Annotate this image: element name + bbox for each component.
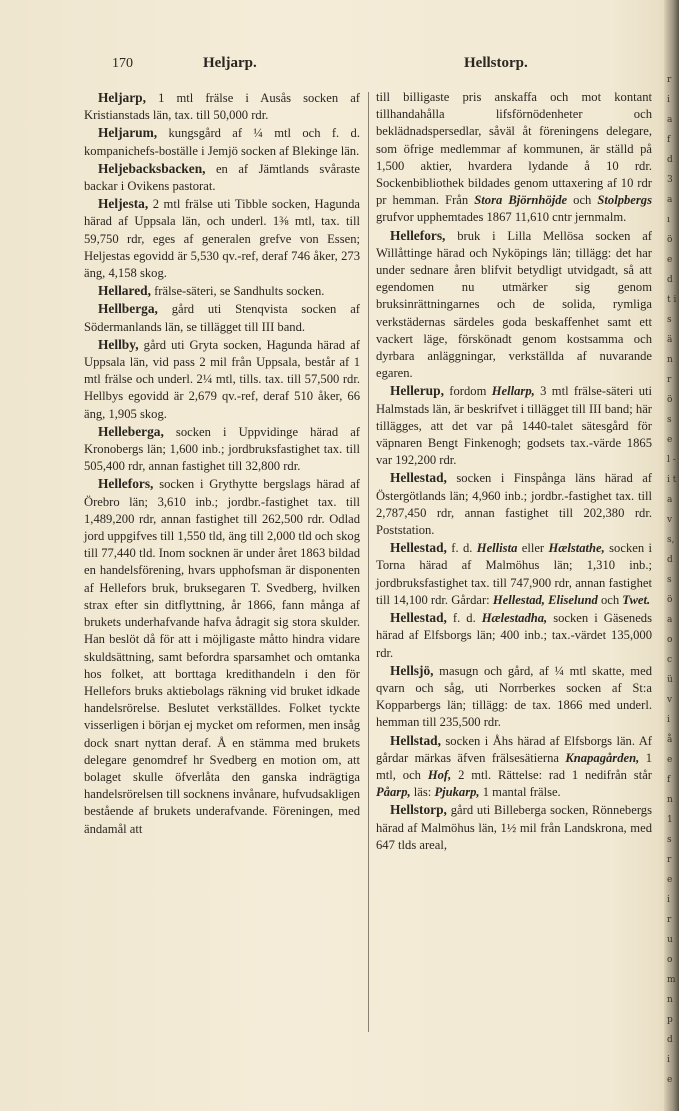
entry-text: 3 mtl frälse-säteri uti Halmstads län, är beskrifvet i tillägget till III band; här tillägges, att det var på 1440-talet sätesgård för väpnaren Bengt Finkenogh; godsets tax.-värde 1865 var 192,200 rdr. <box>376 384 653 468</box>
entry <box>376 539 652 609</box>
entry-text: 1 mantal frälse. <box>479 785 561 800</box>
entry <box>84 282 360 300</box>
headword: Hellsjö, <box>390 662 434 678</box>
place-name: Hellista <box>476 541 518 556</box>
headword: Hellefors, <box>390 227 446 243</box>
entry-text: socken i Åhs härad af Elfsborgs län. Af gårdar märkas äfven frälsesätierna <box>376 733 652 765</box>
entry-text: 2 mtl frälse uti Tibble socken, Hagunda härad af Uppsala län, och underl. 1⅜ mtl, tax. till 59,750 rdr, eges af generalen grefve von Essen; Heljestas egovidd är 5,530 qv.-ref, deraf 746 åker, 273 äng, 4,158 skog. <box>84 197 360 281</box>
entry-text: en af Jämtlands svåraste backar i Ovikens pastorat. <box>84 161 360 194</box>
entry-text: socken i Uppvidinge härad af Kronobergs län; 1,600 inb.; jordbruksfastighet tax. till 505,400 rdr, annan fastighet till 32,800 rdr. <box>84 424 360 474</box>
entry <box>84 195 360 282</box>
headword: Helleberga, <box>98 423 164 439</box>
left-column <box>84 89 360 838</box>
headword: Hellestad, <box>390 540 447 556</box>
place-name: Hellestad, Eliselund <box>492 592 598 607</box>
entry-continuation <box>376 89 652 227</box>
entry-text: och <box>597 592 623 607</box>
entry <box>84 475 360 837</box>
headword: Heljebacksbacken, <box>98 160 206 176</box>
entry-text: till billigaste pris anskaffa och mot kontant tillhandahålla lifsförnödenheter och beklädnadspersedlar, såväl åt föreningens delegare, som öfrige medlemmar af kommunen, är ställd på 1,500 aktier, hvardera lydande å 10 rdr. Sockenbibliothek bildades genom uttaxering af 10 rdr pr hemman. Från <box>376 90 652 208</box>
entry <box>84 124 360 159</box>
entry-text: f. d. <box>446 541 477 556</box>
place-name: Stolpbergs <box>597 193 652 208</box>
headword: Hellared, <box>98 283 151 299</box>
column-divider <box>368 92 369 1032</box>
headword: Hellberga, <box>98 301 158 317</box>
headword: Hellerup, <box>390 383 444 399</box>
entry <box>376 382 652 469</box>
place-name: Pjukarp, <box>434 785 480 800</box>
entry-text: gård uti Gryta socken, Hagunda härad af Uppsala län, vid pass 2 mil från Uppsala, består af 1 mtl frälse och underl. 2¼ mtl, tills. tax. till 57,500 rdr. Hellbys egovidd är 2,679 qv.-ref, deraf 510 åker, 66 äng, 1,905 skog. <box>84 337 360 421</box>
entry-text: socken i Finspånga läns härad af Östergötlands län; 4,960 inb.; jordbr.-fastighet tax. till 2,787,450 rdr, annan fastighet till 202,380 rdr. Poststation. <box>376 471 652 538</box>
entry-text: 2 mtl. Rättelse: rad 1 nedifrån står <box>451 767 652 782</box>
entry-text: gård uti Stenqvista socken af Södermanlands län, se tillägget till III band. <box>84 302 360 334</box>
entry-text: gård uti Billeberga socken, Rönnebergs härad af Malmöhus län, 1½ mil från Landskrona, med 647 tlds areal, <box>376 803 652 852</box>
headword: Heljarum, <box>98 125 158 141</box>
entry-text: frälse-säteri, se Sandhults socken. <box>150 284 325 299</box>
entry <box>376 469 652 539</box>
running-head-left: Heljarp. <box>203 55 257 71</box>
headword: Hellefors, <box>98 476 154 492</box>
entry <box>376 732 652 802</box>
headword: Hellstorp, <box>390 802 447 818</box>
entry <box>84 336 360 423</box>
entry-text: bruk i Lilla Mellösa socken af Willåttinge härad och Nyköpings län; tillägg: det har under sednare åren blifvit betydligt utvidgadt, så att egendomen nu utmärker sig genom bruksinrättningarnes och de solida, rymliga verkstädernas särdeles goda beskaffenhet samt ett vackert läge, förskönadt genom kostsamma och dyrbara anläggningar, verkställda af nuvarande egaren. <box>376 228 652 381</box>
entry-text: kungsgård af ¼ mtl och f. d. kompanichefs-boställe i Jemjö socken af Blekinge län. <box>84 126 360 158</box>
place-name: Hælestadha, <box>481 611 548 626</box>
entry <box>84 423 360 476</box>
entry-text: socken i Torna härad af Malmöhus län; 1,310 inb.; jordbruksfastighet tax. till 747,900 rdr, annan fastighet till 14,100 rdr. Gårdar: <box>376 541 652 607</box>
headword: Heljarp, <box>98 90 146 105</box>
running-head-right: Hellstorp. <box>464 55 528 71</box>
facing-page-margin-text: r i a f d 3 a ı ö e d t i s ä n r ö s e l - i t a v s, d s ö a o c ü v i å e f n 1 s r e i r u o m n p d i e <box>667 75 677 1085</box>
entry <box>84 160 360 195</box>
entry-text: fordom <box>443 384 492 399</box>
place-name: Knapagården, <box>565 750 640 765</box>
headword: Hellstad, <box>390 732 441 748</box>
place-name: Hof, <box>427 767 452 782</box>
place-name: Påarp, <box>376 785 411 800</box>
headword: Hellestad, <box>390 610 447 626</box>
entry <box>84 300 360 335</box>
entry-text: grufvor upphemtades 1867 11,610 cntr jernmalm. <box>376 210 627 225</box>
page-number: 170 <box>112 56 133 71</box>
place-name: Hellarp, <box>491 384 535 399</box>
entry-text: eller <box>517 541 549 556</box>
headword: Hellestad, <box>390 470 447 486</box>
entry-text: läs: <box>410 785 435 800</box>
entry-text: socken i Grythytte bergslags härad af Örebro län; 3,610 inb.; jordbr.-fastighet tax. till 1,489,200 rdr, annan fastighet till 262,500 rdr. Odlad jord uppgifves till 1,550 tld, äng till 2,000 tld och skog till 77,440 tld. Inom socknen är under året 1863 bildad en handelsförening, hvars upphofsman är disponenten af Hellefors bruk, bruksegaren T. Svedberg, hvilken strax efter sin ditflyttning, år 1866, fann många af brukets underhafvande hafva ådragit sig stora skulder. Han beslöt då för att i möjligaste måtto hindra vidare skuldsättning, samt befordra sparsamhet och omtanka hos folket, att borttaga kredithandeln i den för Hellefors bruks aktiebolags räkning vid bruket idkade handelsrörelse. Beslutet verkställdes. Folket tyckte visserligen i början ej mycket om reformen, men insåg dock snart nyttan deraf. Å en stämma med brukets delegare genomdref hr Svedberg en motion om, att bolaget skulle öfverlåta den ganska indrägtiga handelsrörelsen till socknens invånare, hufvudsakligen bestående af brukets underafvande. Föreningen, med ändamål att <box>84 477 360 836</box>
entry <box>84 89 360 124</box>
right-column <box>376 89 652 854</box>
entry <box>376 662 652 732</box>
entry <box>376 801 652 854</box>
entry-text: och <box>567 193 598 208</box>
entry <box>376 609 652 662</box>
headword: Heljesta, <box>98 196 149 212</box>
entry-text: 1 mtl frälse i Ausås socken af Kristianstads län, tax. till 50,000 rdr. <box>84 91 360 123</box>
entry-text: socken i Gäseneds härad af Elfsborgs län; 400 inb.; tax.-värdet 135,000 rdr. <box>376 611 652 660</box>
entry-text: f. d. <box>446 611 482 626</box>
headword: Hellby, <box>98 336 139 352</box>
entry-text: 1 mtl, och <box>376 750 652 782</box>
page-header <box>0 52 679 76</box>
place-name: Hælstathe, <box>548 541 605 556</box>
entry <box>376 227 652 383</box>
place-name: Stora Björnhöjde <box>474 193 568 208</box>
place-name: Twet. <box>622 592 651 607</box>
entry-text: masugn och gård, af ¼ mtl skatte, med qvarn och såg, uti Norrberkes socken af St:a Kopparbergs län; tillägg: de tax. 1866 med underl. hemman till 235,500 rdr. <box>376 663 652 730</box>
